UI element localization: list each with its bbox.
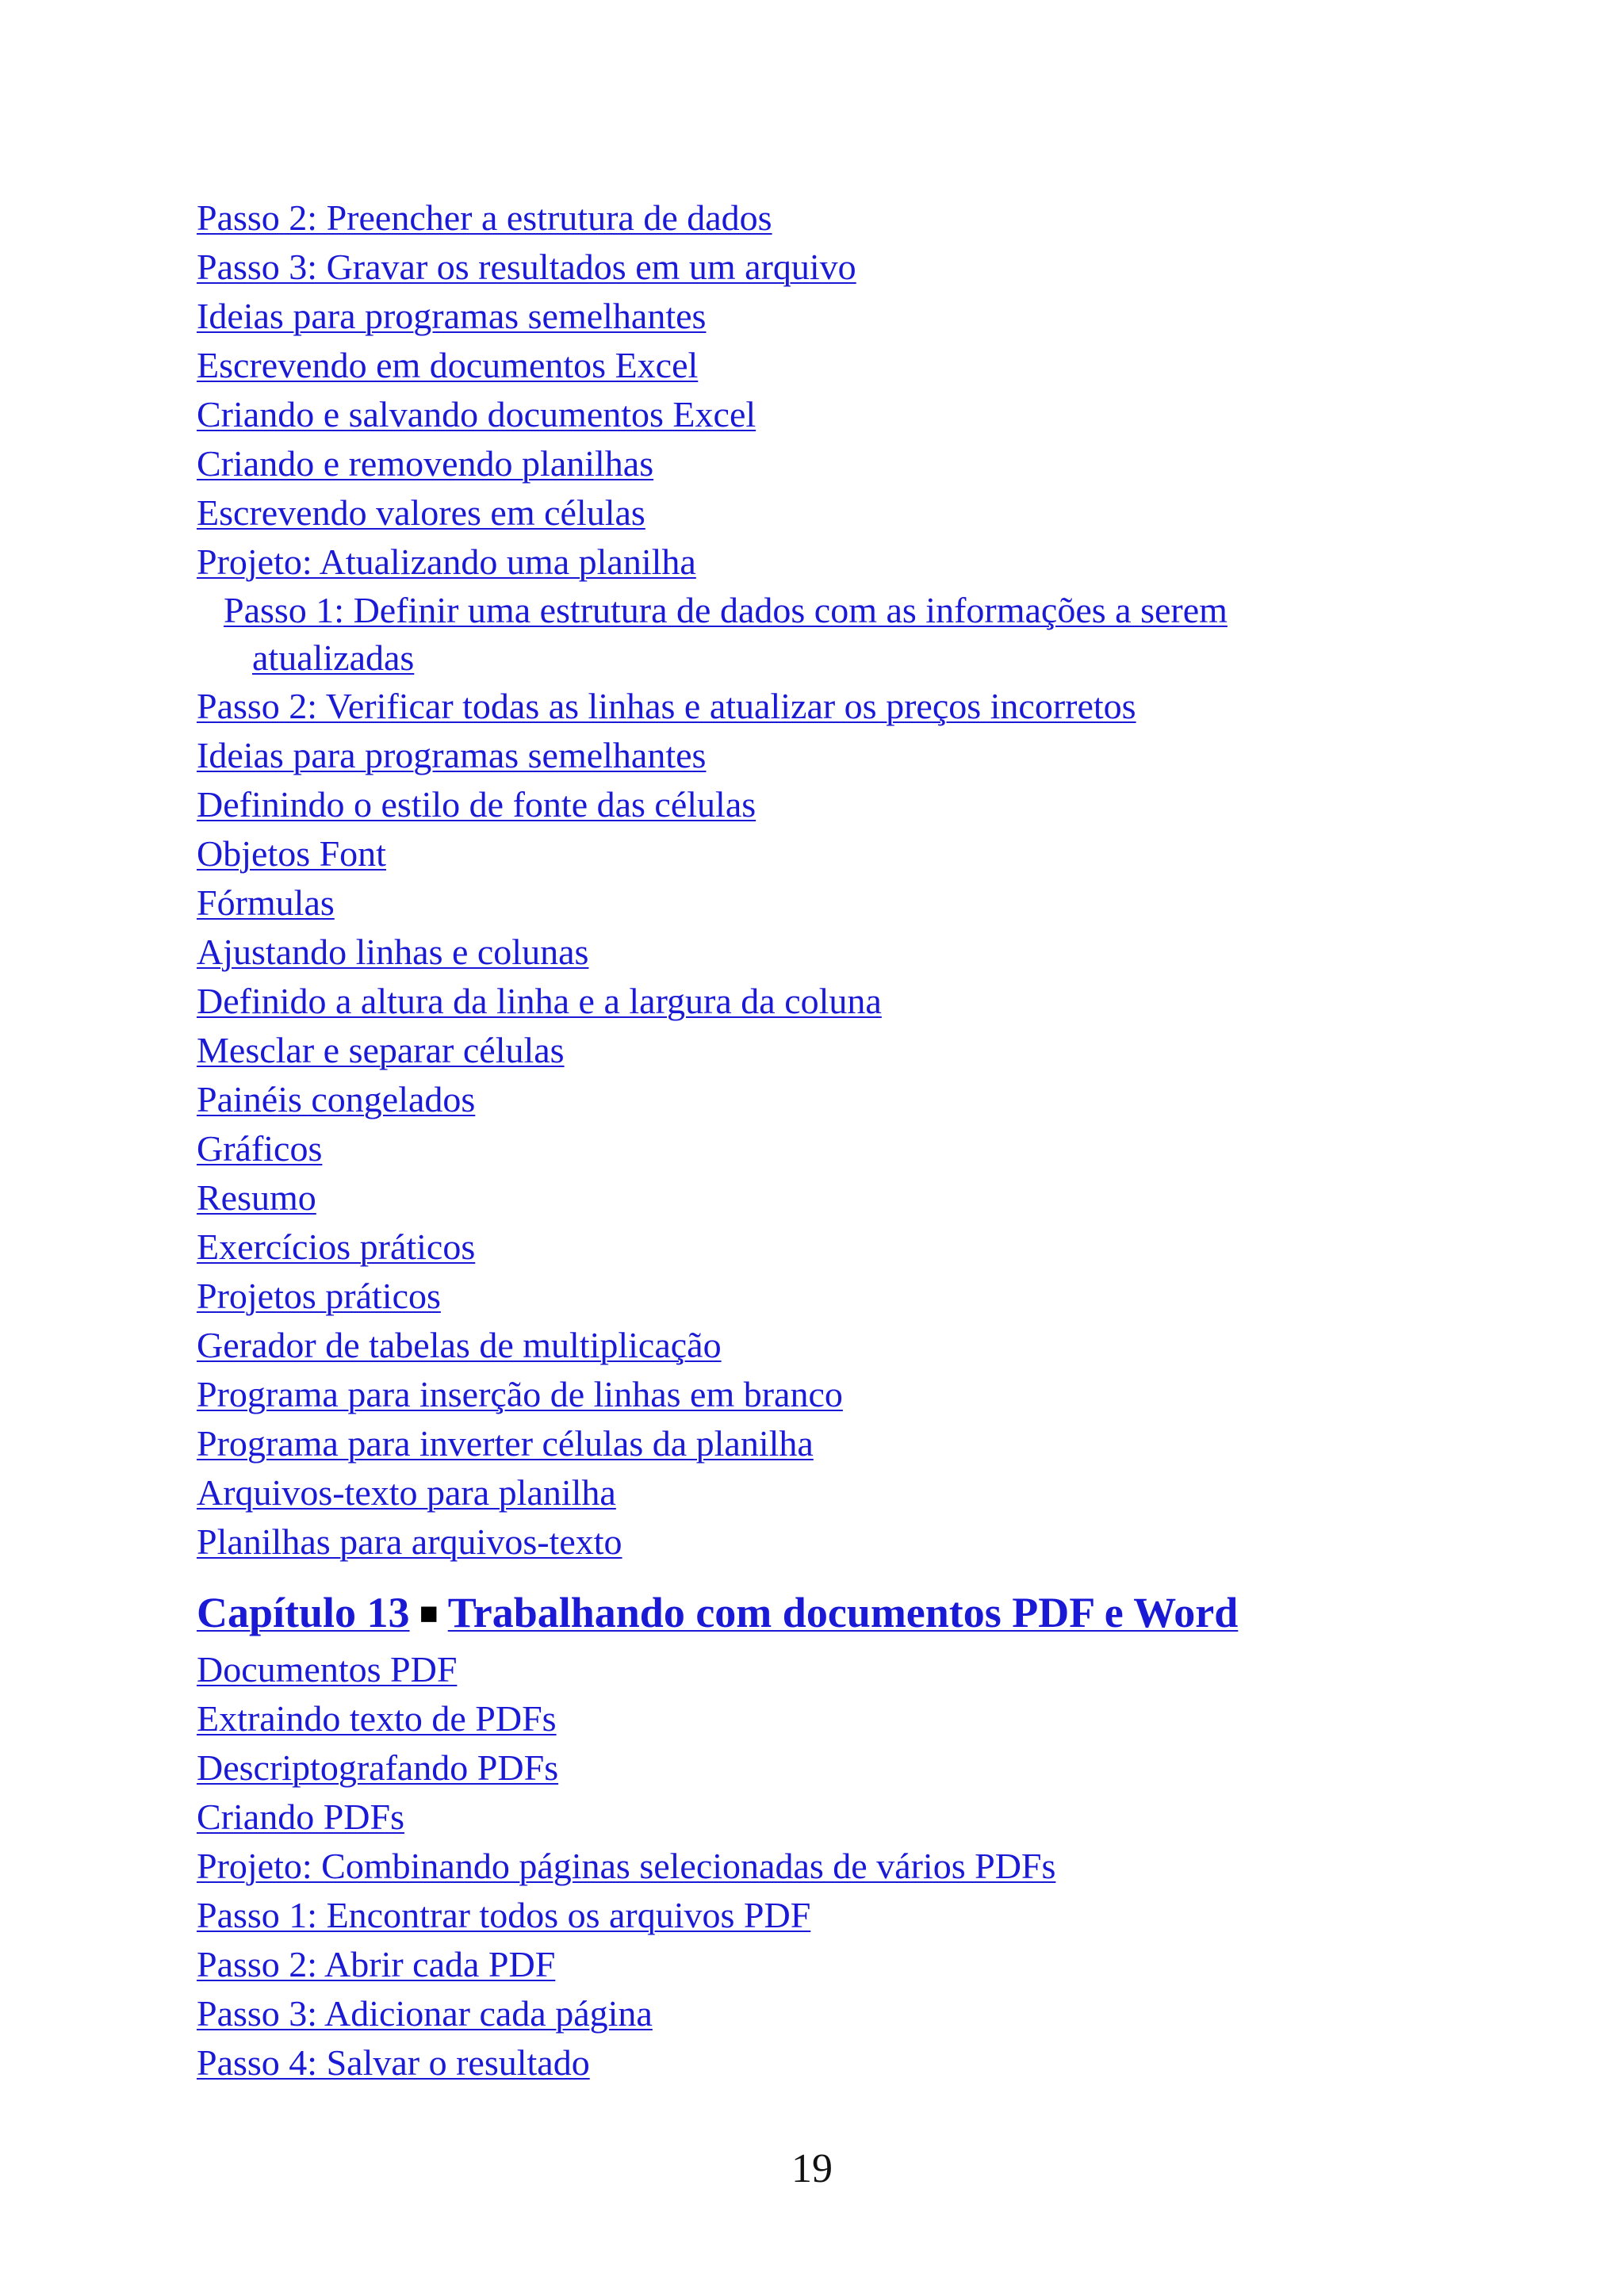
- toc-link[interactable]: Criando e removendo planilhas: [197, 443, 654, 484]
- toc-link[interactable]: Painéis congelados: [197, 1079, 476, 1119]
- chapter-heading: [197, 1581, 1346, 1645]
- toc-section: [197, 1645, 1346, 1694]
- toc-link[interactable]: Ideias para programas semelhantes: [197, 735, 707, 775]
- toc-section: [197, 1173, 1346, 1223]
- toc-link[interactable]: Passo 2: Preencher a estrutura de dados: [197, 197, 772, 238]
- toc-section: [197, 780, 1346, 829]
- toc-link[interactable]: Documentos PDF: [197, 1649, 458, 1689]
- toc-subsection: [197, 1419, 1346, 1468]
- toc-link[interactable]: Passo 1: Definir uma estrutura de dados com as informações a serem atualizadas: [224, 590, 1228, 678]
- toc-link[interactable]: Definindo o estilo de fonte das células: [197, 784, 756, 825]
- toc-link[interactable]: Planilhas para arquivos-texto: [197, 1521, 622, 1562]
- toc-link[interactable]: Programa para inserção de linhas em branco: [197, 1374, 843, 1414]
- toc-link[interactable]: Exercícios práticos: [197, 1226, 476, 1267]
- toc-subsection: [197, 587, 1346, 682]
- toc-link[interactable]: Resumo: [197, 1177, 316, 1218]
- toc-section: [197, 928, 1346, 977]
- toc-link[interactable]: Passo 1: Encontrar todos os arquivos PDF: [197, 1895, 811, 1935]
- toc-subsection: [197, 292, 1346, 341]
- toc-link[interactable]: Descriptografando PDFs: [197, 1747, 559, 1788]
- toc-subsection: [197, 1694, 1346, 1743]
- toc-section: [197, 1124, 1346, 1173]
- toc-subsection: [197, 193, 1346, 243]
- toc-link[interactable]: Projetos práticos: [197, 1276, 441, 1316]
- toc-section: [197, 341, 1346, 390]
- toc-section: [197, 538, 1346, 587]
- toc-section: [197, 829, 1346, 878]
- toc-link[interactable]: Mesclar e separar células: [197, 1030, 565, 1070]
- toc-link[interactable]: Definido a altura da linha e a largura da coluna: [197, 981, 882, 1021]
- toc-link[interactable]: Passo 3: Gravar os resultados em um arquivo: [197, 247, 856, 287]
- toc-link[interactable]: Passo 3: Adicionar cada página: [197, 1993, 653, 2034]
- toc-link[interactable]: Escrevendo valores em células: [197, 492, 645, 533]
- toc-link[interactable]: Criando PDFs: [197, 1797, 404, 1837]
- toc-subsection: [197, 977, 1346, 1026]
- toc-link[interactable]: Criando e salvando documentos Excel: [197, 394, 756, 434]
- toc-link[interactable]: Extraindo texto de PDFs: [197, 1698, 557, 1739]
- toc-subsection: [197, 488, 1346, 538]
- chapter-number-link[interactable]: Capítulo 13: [197, 1589, 410, 1636]
- toc-link[interactable]: Passo 2: Verificar todas as linhas e atualizar os preços incorretos: [197, 686, 1136, 726]
- toc-subsection: [197, 1468, 1346, 1517]
- toc-link[interactable]: Projeto: Combinando páginas selecionadas de vários PDFs: [197, 1846, 1056, 1886]
- toc-subsection: [197, 1370, 1346, 1419]
- toc-subsection: [197, 1026, 1346, 1075]
- toc-link[interactable]: Ajustando linhas e colunas: [197, 932, 589, 972]
- toc-subsection: [197, 439, 1346, 488]
- toc-subsection: [197, 731, 1346, 780]
- toc-subsection: [197, 1743, 1346, 1793]
- toc-section: [197, 1272, 1346, 1321]
- toc-link[interactable]: Arquivos-texto para planilha: [197, 1472, 616, 1513]
- toc-section: [197, 1223, 1346, 1272]
- page-number: 19: [791, 2146, 833, 2191]
- toc-section: [197, 1842, 1346, 1891]
- toc-subsection: [197, 1891, 1346, 1940]
- chapter-title-link[interactable]: Trabalhando com documentos PDF e Word: [447, 1589, 1239, 1636]
- toc-section: [197, 878, 1346, 928]
- table-of-contents: [197, 193, 1346, 2087]
- toc-subsection: [197, 1793, 1346, 1842]
- toc-link[interactable]: Objetos Font: [197, 833, 386, 874]
- toc-link[interactable]: Programa para inverter células da planilha: [197, 1423, 814, 1464]
- toc-link[interactable]: Fórmulas: [197, 882, 335, 923]
- toc-subsection: [197, 682, 1346, 731]
- toc-link[interactable]: Gráficos: [197, 1128, 323, 1169]
- toc-subsection: [197, 1940, 1346, 1989]
- toc-subsection: [197, 1321, 1346, 1370]
- toc-link[interactable]: Projeto: Atualizando uma planilha: [197, 541, 696, 582]
- toc-link[interactable]: Passo 4: Salvar o resultado: [197, 2042, 590, 2083]
- toc-link[interactable]: Ideias para programas semelhantes: [197, 296, 707, 336]
- toc-subsection: [197, 1517, 1346, 1567]
- toc-link[interactable]: Passo 2: Abrir cada PDF: [197, 1944, 556, 1984]
- toc-link[interactable]: Escrevendo em documentos Excel: [197, 345, 699, 385]
- toc-subsection: [197, 1989, 1346, 2038]
- toc-subsection: [197, 1075, 1346, 1124]
- toc-subsection: [197, 390, 1346, 439]
- square-separator-icon: ■: [419, 1595, 439, 1631]
- toc-subsection: [197, 243, 1346, 292]
- toc-link[interactable]: Gerador de tabelas de multiplicação: [197, 1325, 722, 1365]
- toc-subsection: [197, 2038, 1346, 2087]
